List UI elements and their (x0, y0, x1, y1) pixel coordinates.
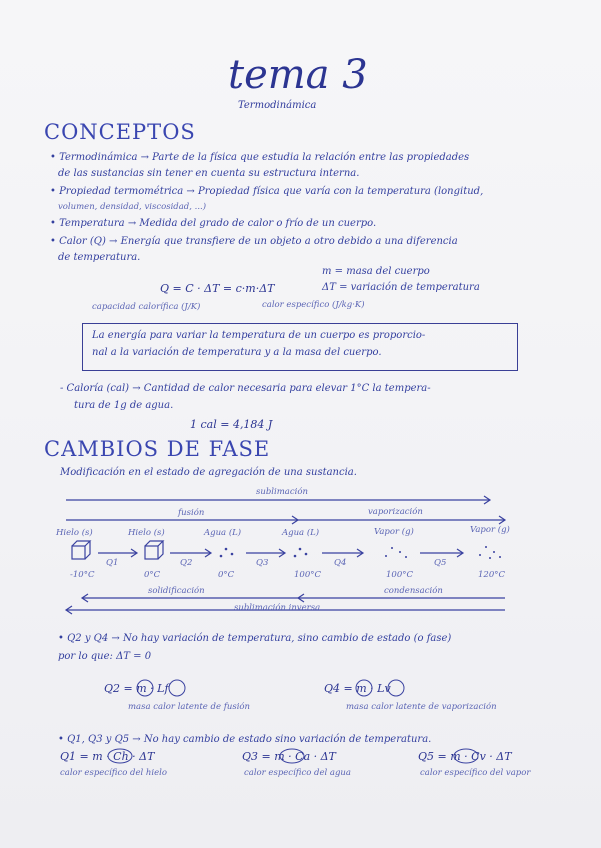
state-label: Hielo (s) (128, 528, 165, 538)
state-label: Agua (L) (282, 528, 320, 538)
concept-line: • Calor (Q) → Energía que transfiere de un objeto a otro debido a una diferencia (50, 236, 458, 247)
concept-line: • Temperatura → Medida del grado de calor o frío de un cuerpo. (50, 218, 377, 229)
concept-line: volumen, densidad, viscosidad, ...) (58, 202, 207, 212)
temp-label: 120°C (478, 570, 505, 580)
formula-q2: Q2 = m · Lf (104, 682, 169, 695)
caloria-line: - Caloría (cal) → Cantidad de calor necesaria para elevar 1°C la tempera- (60, 383, 431, 394)
bullet-q2-q4: • Q2 y Q4 → No hay variación de temperatura, sino cambio de estado (o fase) (58, 633, 452, 644)
note-calor-especifico: calor específico (J/kg·K) (262, 300, 365, 310)
heat-label: Q3 (256, 558, 269, 568)
page-title: tema 3 (228, 52, 368, 98)
concept-line: • Termodinámica → Parte de la física que estudia la relación entre las propiedades (50, 152, 470, 163)
formula-legend-deltat: ΔT = variación de temperatura (322, 282, 480, 293)
formula-legend-mass: m = masa del cuerpo (322, 266, 430, 277)
caloria-line: tura de 1g de agua. (74, 400, 174, 411)
label-fusion: fusión (178, 508, 205, 518)
formula-q1: Q1 = m · Ch · ΔT (60, 750, 155, 763)
formula-q5: Q5 = m · Cv · ΔT (418, 750, 512, 763)
state-label: Vapor (g) (470, 525, 510, 535)
section-heading-cambios: CAMBIOS DE FASE (44, 437, 271, 461)
concept-line: de temperatura. (58, 252, 141, 263)
bullet-q2-q4-cont: por lo que: ΔT = 0 (58, 651, 152, 662)
heat-label: Q2 (180, 558, 193, 568)
concept-line: • Propiedad termométrica → Propiedad física que varía con la temperatura (longitud, (50, 186, 484, 197)
heat-formula: Q = C · ΔT = c·m·ΔT (160, 282, 275, 295)
cambios-intro: Modificación en el estado de agregación de una sustancia. (60, 467, 357, 478)
heat-label: Q5 (434, 558, 447, 568)
label-sublimacion-inversa: sublimación inversa (234, 603, 321, 613)
page-subtitle: Termodinámica (238, 100, 317, 111)
heat-label: Q4 (334, 558, 347, 568)
formula-q4-note: masa calor latente de vaporización (346, 702, 497, 712)
label-solidificacion: solidificación (148, 586, 205, 596)
bullet-q1-q3-q5: • Q1, Q3 y Q5 → No hay cambio de estado sino variación de temperatura. (58, 734, 432, 745)
state-label: Agua (L) (204, 528, 242, 538)
temp-label: 0°C (144, 570, 161, 580)
temp-label: 100°C (294, 570, 321, 580)
box-line: La energía para variar la temperatura de un cuerpo es proporcio- (92, 330, 426, 341)
formula-q1-note: calor específico del hielo (60, 768, 167, 778)
temp-label: 100°C (386, 570, 413, 580)
concept-line: de las sustancias sin tener en cuenta su estructura interna. (58, 168, 360, 179)
caloria-equivalence: 1 cal = 4,184 J (190, 418, 273, 431)
formula-q4: Q4 = m · Lv (324, 682, 391, 695)
section-heading-conceptos: CONCEPTOS (44, 120, 196, 144)
formula-q5-note: calor específico del vapor (420, 768, 531, 778)
note-capacidad: capacidad calorífica (J/K) (92, 302, 201, 312)
label-vaporizacion: vaporización (368, 507, 423, 517)
heat-label: Q1 (106, 558, 119, 568)
box-line: nal a la variación de temperatura y a la masa del cuerpo. (92, 347, 382, 358)
label-sublimacion: sublimación (256, 487, 308, 497)
temp-label: -10°C (70, 570, 95, 580)
temp-label: 0°C (218, 570, 235, 580)
formula-q3-note: calor específico del agua (244, 768, 351, 778)
state-label: Hielo (s) (56, 528, 93, 538)
formula-q2-note: masa calor latente de fusión (128, 702, 251, 712)
state-label: Vapor (g) (374, 527, 414, 537)
label-condensacion: condensación (384, 586, 443, 596)
formula-q3: Q3 = m · Ca · ΔT (242, 750, 336, 763)
